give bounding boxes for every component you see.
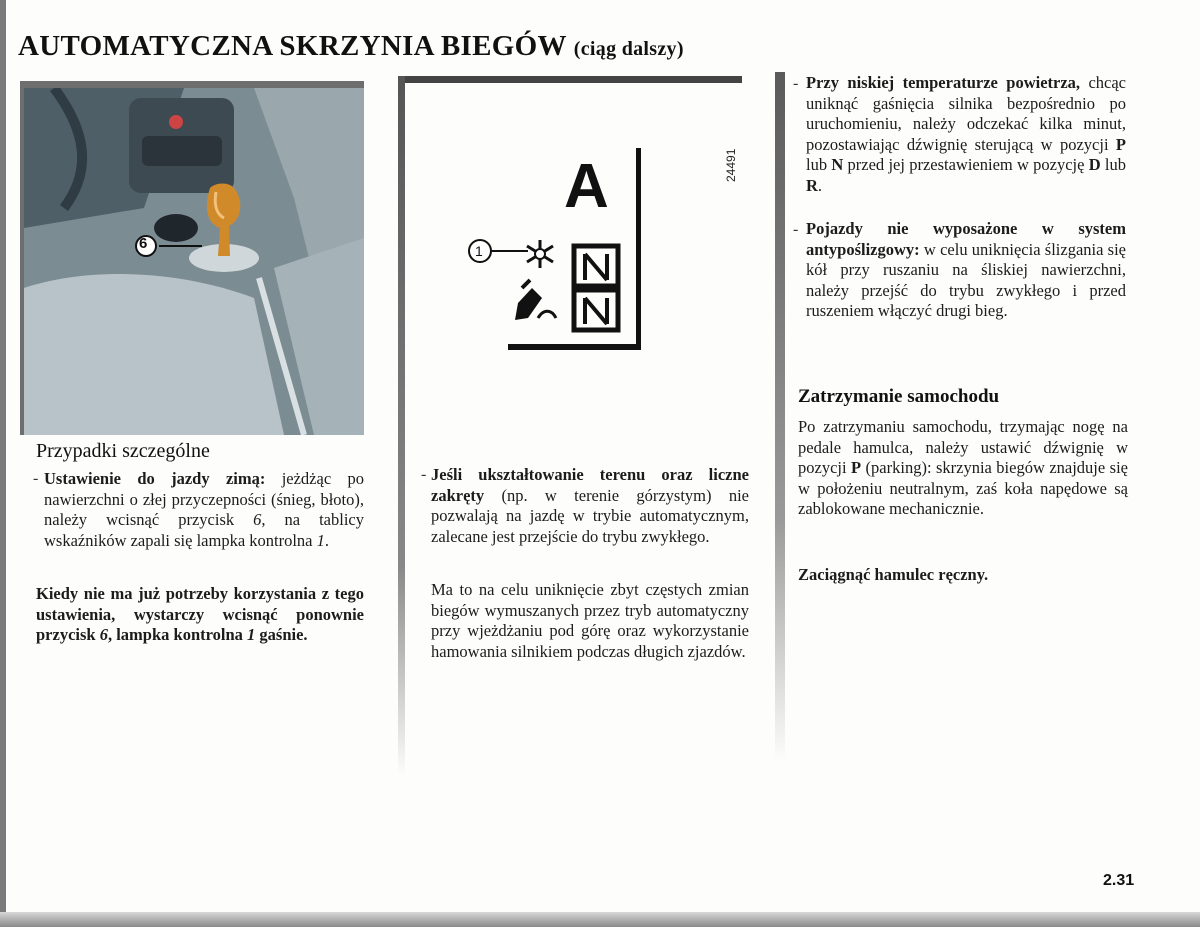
- callout-6-label: 6: [139, 235, 148, 252]
- gear-lever-photo: [20, 81, 364, 435]
- stopping-paragraph: Po zatrzymaniu samochodu, trzymając nogę na pedale hamulca, należy ustawić dźwignię w pozycji P (parking): skrzynia biegów znajduje się w położeniu neutralnym, zaś koła napędowe są zablokowane mechanicznie.: [798, 417, 1128, 518]
- bullet-marker: -: [421, 466, 427, 483]
- terrain-paragraph: Jeśli ukształtowanie terenu oraz liczne zakręty (np. w terenie górzystym) nie pozwalają na jazdę w trybie automatycznym, zalecane jest przejście do trybu zwykłego.: [431, 465, 749, 546]
- title-main: AUTOMATYCZNA SKRZYNIA BIEGÓW: [18, 30, 567, 62]
- figure-top-rule: [398, 76, 742, 83]
- callout-1-label: 1: [475, 243, 483, 259]
- winter-mode-off-paragraph: Kiedy nie ma już potrzeby korzystania z tego ustawienia, wystarczy wcisnąć ponownie przycisk 6, lampka kontrolna 1 gaśnie.: [36, 584, 364, 644]
- low-temperature-paragraph: Przy niskiej temperaturze powietrza, chcąc uniknąć gaśnięcia silnika bezpośrednio po uruchomieniu, należy odczekać kilka minut, pozostawiając dźwignię sterującą w pozycji P lub N przed jej przestawieniem w pozycję D lub R.: [806, 73, 1127, 195]
- dashboard-display-figure: [460, 148, 645, 353]
- winter-mode-paragraph: Ustawienie do jazdy zimą: jeżdżąc po nawierzchni o złej przyczepności (śnieg, błoto), należy wcisnąć przycisk 6, na tablicy wskaźników zapali się lampka kontrolna 1.: [44, 469, 365, 550]
- title-subtitle: (ciąg dalszy): [573, 38, 684, 60]
- handbrake-paragraph: Zaciągnąć hamulec ręczny.: [798, 565, 989, 584]
- figure-number: 24491: [724, 148, 738, 182]
- section-heading-stopping: Zatrzymanie samochodu: [798, 386, 1000, 407]
- bullet-marker: -: [793, 75, 799, 92]
- page-edge: [0, 0, 6, 927]
- bullet-marker: -: [793, 221, 799, 238]
- terrain-reason-paragraph: Ma to na celu uniknięcie zbyt częstych zmian biegów wymuszanych przez tryb automatyczny przy wjeżdżaniu pod górę oraz wykorzystanie hamowania silnikiem podczas długich zjazdów.: [431, 580, 749, 661]
- no-antiskid-paragraph: Pojazdy nie wyposażone w system antypoślizgowy: w celu uniknięcia ślizgania się kół przy ruszaniu na śliskiej nawierzchni, należy przejść do trybu zwykłego i przed ruszeniem włączyć drugi bieg.: [806, 219, 1126, 320]
- mode-letter: A: [564, 152, 609, 221]
- column-rule: [775, 72, 785, 762]
- page-title: [18, 30, 684, 63]
- section-heading-special-cases: Przypadki szczególne: [36, 440, 210, 462]
- page-number: 2.31: [1103, 872, 1135, 889]
- bullet-marker: -: [33, 470, 39, 487]
- page-bottom-edge: [0, 912, 1200, 927]
- figure-left-rule: [398, 76, 405, 776]
